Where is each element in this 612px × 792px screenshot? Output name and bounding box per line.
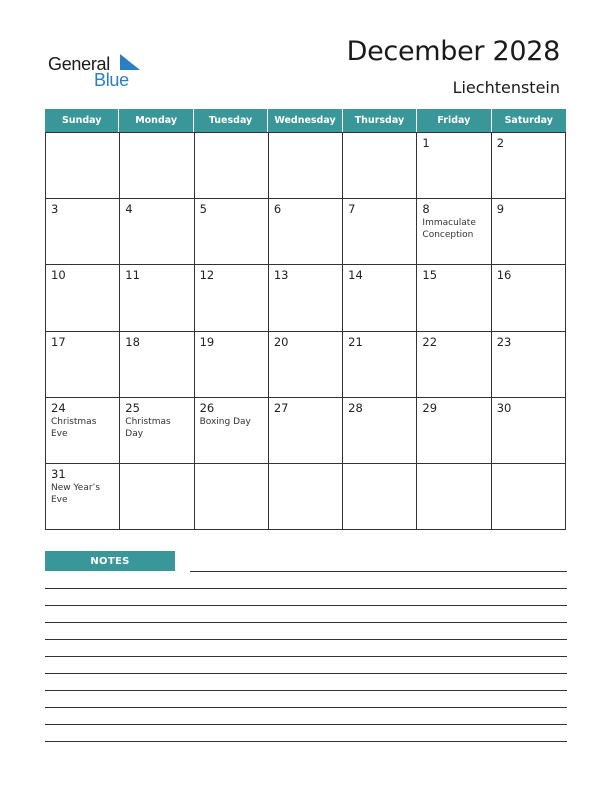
day-cell: [120, 265, 194, 331]
note-line: [45, 673, 567, 674]
day-cell: [492, 133, 566, 199]
weekday-saturday: Saturday: [504, 115, 553, 126]
weekday-tuesday: Tuesday: [194, 109, 268, 132]
day-number: 5: [199, 202, 207, 217]
day-number: 1: [422, 136, 430, 150]
day-number: 18: [125, 334, 140, 349]
day-cell: [46, 133, 120, 199]
day-cell: [269, 332, 343, 398]
day-cell: [417, 199, 491, 265]
day-number: 7: [348, 202, 356, 217]
day-number: 6: [273, 202, 282, 217]
calendar-grid: [45, 132, 566, 530]
weekday-wednesday: Wednesday: [268, 109, 342, 132]
day-cell: [46, 398, 120, 464]
day-number: 2: [496, 136, 505, 150]
day-cell: [269, 199, 343, 265]
day-number: 20: [273, 334, 289, 349]
weekday-header: [45, 109, 566, 132]
logo-text-blue: Blue: [94, 70, 129, 90]
day-cell: [269, 133, 343, 199]
day-number: 15: [422, 268, 438, 283]
day-cell: [195, 265, 269, 331]
day-cell: [343, 199, 417, 265]
day-number: 17: [51, 334, 66, 349]
day-cell: [195, 464, 269, 530]
day-number: 28: [348, 400, 363, 415]
day-number: 29: [422, 400, 438, 415]
day-number: 12: [199, 268, 215, 283]
day-number: 10: [51, 268, 66, 283]
day-cell: [417, 464, 491, 530]
day-cell: [120, 332, 194, 398]
note-line: [45, 741, 567, 742]
day-number: 8: [422, 202, 430, 217]
day-cell: [343, 464, 417, 530]
day-number: 9: [496, 202, 505, 217]
day-cell: [46, 332, 120, 398]
day-number: 13: [273, 268, 289, 283]
day-cell: [417, 133, 491, 199]
logo: [48, 52, 148, 92]
country-name: Liechtenstein: [452, 78, 560, 97]
day-number: 22: [422, 334, 438, 349]
day-cell: [417, 332, 491, 398]
day-number: 21: [348, 334, 363, 349]
day-cell: [343, 332, 417, 398]
day-cell: [492, 332, 566, 398]
day-cell: [46, 199, 120, 265]
notes-label: NOTES: [45, 551, 175, 571]
day-cell: [195, 332, 269, 398]
day-cell: [417, 398, 491, 464]
day-cell: [120, 464, 194, 530]
day-cell: [195, 199, 269, 265]
day-cell: [269, 398, 343, 464]
day-cell: [46, 464, 120, 530]
day-cell: [343, 398, 417, 464]
day-cell: [343, 265, 417, 331]
day-cell: [492, 199, 566, 265]
day-number: 3: [51, 202, 59, 217]
note-line: [45, 622, 567, 623]
weekday-friday: Friday: [417, 109, 491, 132]
note-line: [45, 724, 567, 725]
day-cell: [269, 464, 343, 530]
day-cell: [195, 133, 269, 199]
note-line: [45, 605, 567, 606]
day-cell: [492, 464, 566, 530]
day-cell: [492, 265, 566, 331]
weekday-thursday: Thursday: [343, 109, 417, 132]
day-cell: [120, 199, 194, 265]
day-number: 11: [125, 268, 140, 283]
weekday-monday: Monday: [119, 109, 193, 132]
weekday-sunday: Sunday: [45, 109, 119, 132]
day-cell: [120, 133, 194, 199]
holiday-label: New Year’s Eve: [51, 482, 101, 505]
day-cell: [343, 133, 417, 199]
day-cell: [417, 265, 491, 331]
day-cell: [46, 265, 120, 331]
note-line: [190, 571, 567, 572]
note-line: [45, 656, 567, 657]
day-number: 25: [125, 400, 140, 415]
note-line: [45, 707, 567, 708]
note-line: [45, 639, 567, 640]
holiday-label: Immaculate Conception: [422, 218, 476, 241]
holiday-label: Christmas Eve: [51, 416, 97, 439]
calendar: [45, 109, 566, 530]
day-cell: [492, 398, 566, 464]
day-number: 30: [496, 400, 512, 415]
day-number: 31: [51, 466, 66, 481]
page-title: December 2028: [346, 36, 560, 67]
day-number: 19: [199, 334, 215, 349]
note-line: [45, 690, 567, 691]
day-number: 16: [496, 268, 512, 283]
holiday-label: Boxing Day: [199, 416, 251, 427]
holiday-label: Christmas Day: [125, 416, 171, 439]
logo-text-general: General: [48, 54, 110, 74]
day-number: 24: [51, 400, 66, 415]
day-number: 4: [125, 202, 133, 217]
note-line: [45, 588, 567, 589]
day-number: 27: [273, 400, 289, 415]
day-number: 14: [348, 268, 363, 283]
day-cell: [120, 398, 194, 464]
day-number: 23: [496, 334, 512, 349]
day-cell: [269, 265, 343, 331]
day-cell: [195, 398, 269, 464]
day-number: 26: [199, 400, 215, 415]
